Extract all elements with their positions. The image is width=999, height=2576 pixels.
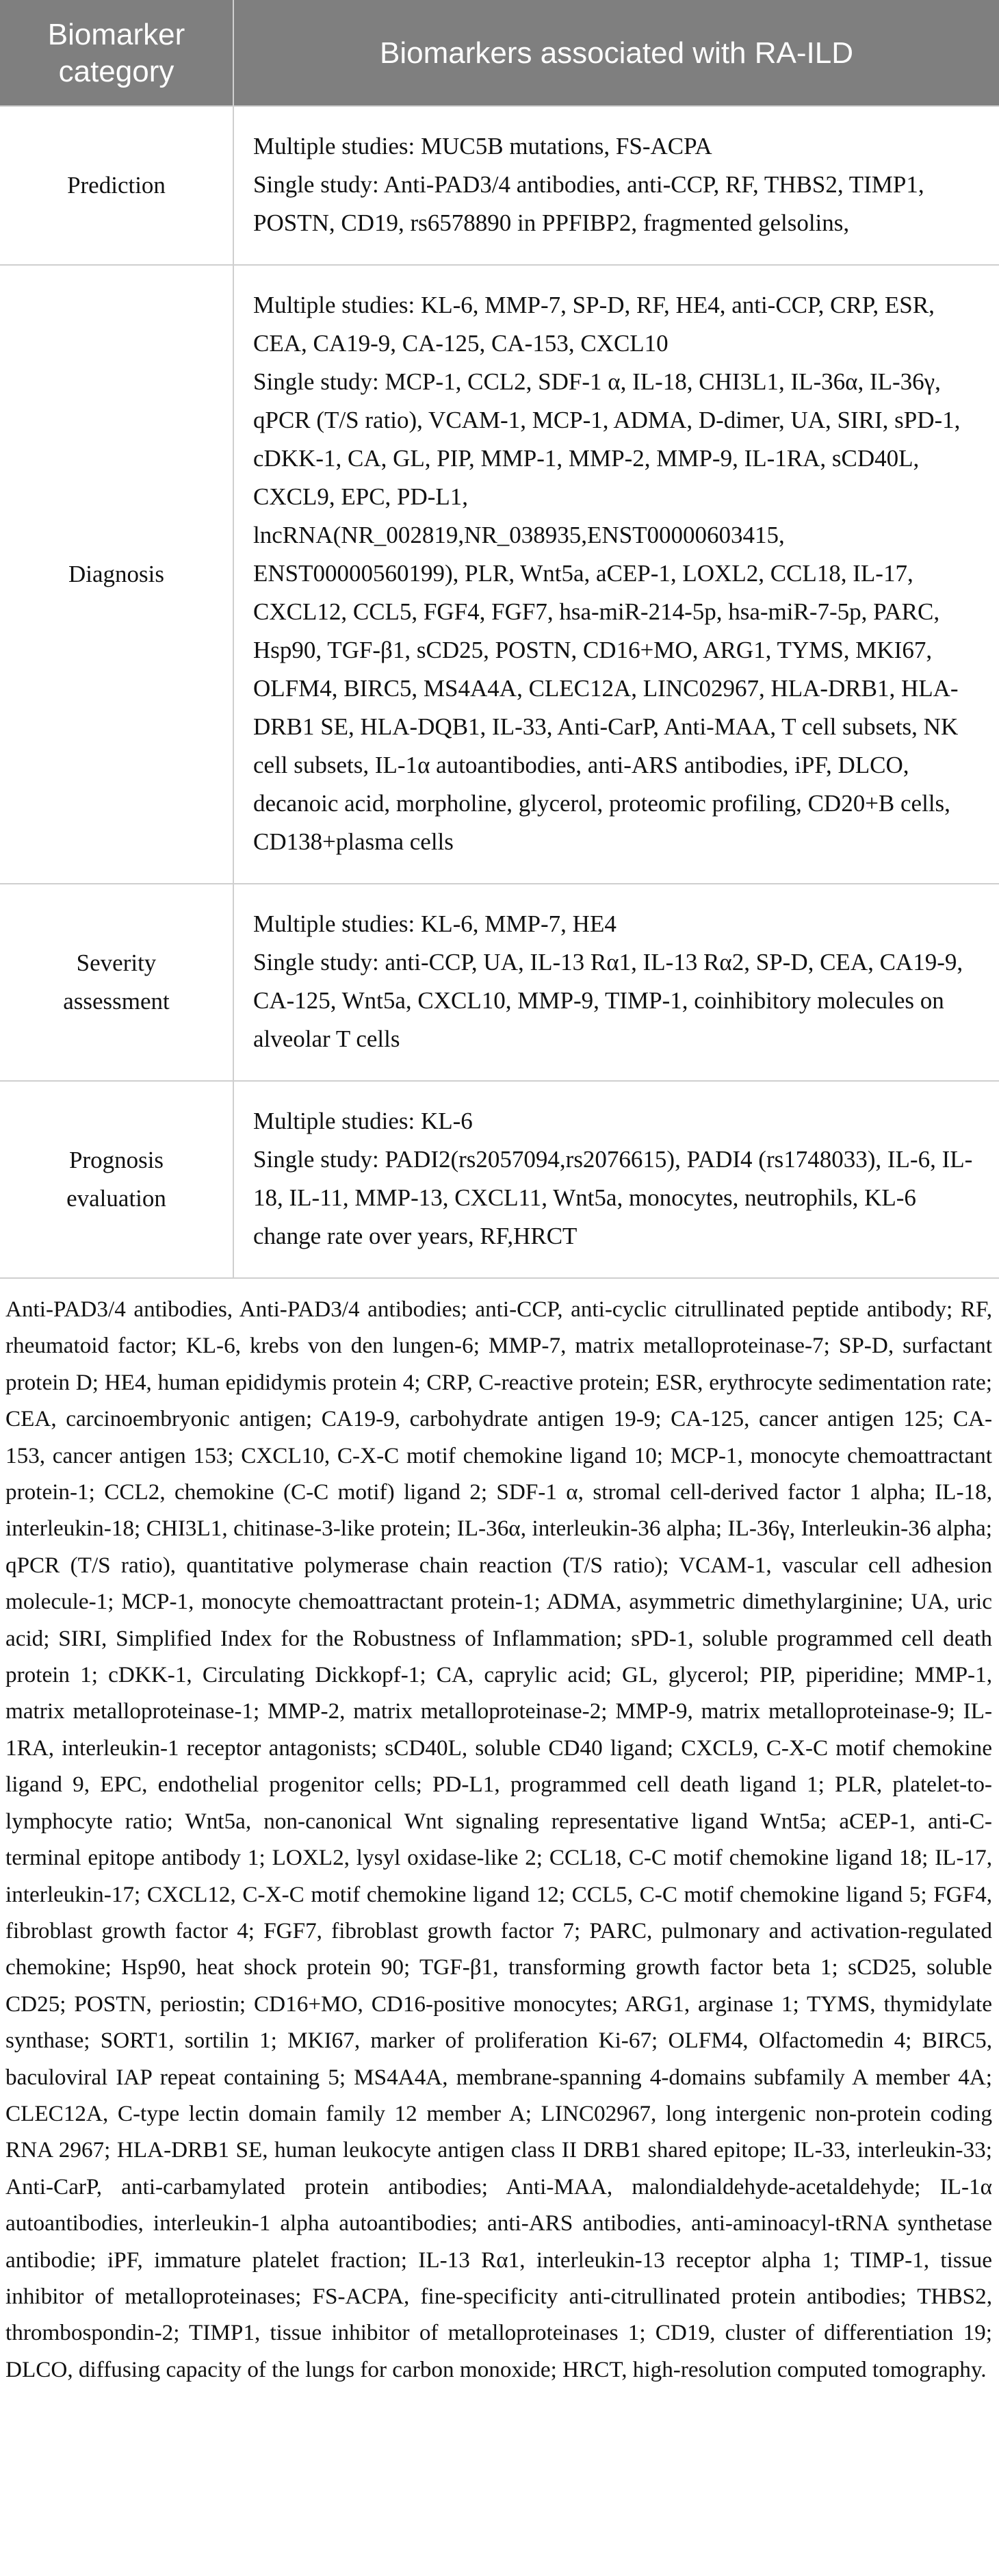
header-biomarkers-associated: Biomarkers associated with RA-ILD [233,0,999,106]
single-study-text: Single study: MCP-1, CCL2, SDF-1 α, IL-18, CHI3L1, IL-36α, IL-36γ, qPCR (T/S ratio), VCAM-1, MCP-1, ADMA, D-dimer, UA, SIRI, sPD-1, cDKK-1, CA, GL, PIP, MMP-1, MMP-2, MMP-9, IL-1RA, sCD40L, CXCL9, EPC, PD-L1, lncRNA(NR_002819,NR_038935,ENST00000603415, ENST00000560199), PLR, Wnt5a, aCEP-1, LOXL2, CCL18, IL-17, CXCL12, CCL5, FGF4, FGF7, hsa-miR-214-5p, hsa-miR-7-5p, PARC, Hsp90, TGF-β1, sCD25, POSTN, CD16+MO, ARG1, TYMS, MKI67, OLFM4, BIRC5, MS4A4A, CLEC12A, LINC02967, HLA-DRB1, HLA-DRB1 SE, HLA-DQB1, IL-33, Anti-CarP, Anti-MAA, T cell subsets, NK cell subsets, IL-1α autoantibodies, anti-ARS antibodies, iPF, DLCO, decanoic acid, morpholine, glycerol, proteomic profiling, CD20+B cells, CD138+plasma cells [253,368,961,855]
table-row-diagnosis [0,265,999,884]
multiple-studies-text: Multiple studies: MUC5B mutations, FS-ACPA [253,133,712,160]
category-label-line-1: Prognosis [68,1147,164,1173]
multiple-studies-text: Multiple studies: KL-6, MMP-7, HE4 [253,910,617,937]
single-study-text: Single study: anti-CCP, UA, IL-13 Rα1, IL-13 Rα2, SP-D, CEA, CA19-9, CA-125, Wnt5a, CXCL10, MMP-9, TIMP-1, coinhibitory molecules on alveolar T cells [253,949,963,1052]
category-label-line-2: assessment [63,988,170,1015]
biomarker-table [0,0,999,1279]
category-cell [0,106,233,265]
table-row-prediction [0,106,999,265]
category-label-line-1: Severity [76,949,157,976]
category-label-line-2: evaluation [66,1185,166,1212]
category-cell [0,884,233,1081]
category-label: Prediction [67,172,166,199]
category-label: Diagnosis [68,561,164,587]
header-cat-line-2: category [58,55,174,88]
biomarkers-cell [233,106,999,265]
single-study-text: Single study: PADI2(rs2057094,rs2076615), PADI4 (rs1748033), IL-6, IL-18, IL-11, MMP-13, CXCL11, Wnt5a, monocytes, neutrophils, KL-6 change rate over years, RF,HRCT [253,1146,973,1249]
multiple-studies-text: Multiple studies: KL-6, MMP-7, SP-D, RF, HE4, anti-CCP, CRP, ESR, CEA, CA19-9, CA-125, CA-153, CXCL10 [253,292,935,357]
header-biomarker-category [0,0,233,106]
multiple-studies-text: Multiple studies: KL-6 [253,1108,473,1134]
table-row-severity [0,884,999,1081]
table-header-row [0,0,999,106]
single-study-text: Single study: Anti-PAD3/4 antibodies, anti-CCP, RF, THBS2, TIMP1, POSTN, CD19, rs6578890 in PPFIBP2, fragmented gelsolins, [253,171,924,236]
biomarkers-cell [233,884,999,1081]
table-row-prognosis [0,1081,999,1278]
category-cell [0,1081,233,1278]
biomarkers-cell [233,265,999,884]
biomarkers-cell [233,1081,999,1278]
header-cat-line-1: Biomarker [47,18,185,51]
abbreviation-footnote: Anti-PAD3/4 antibodies, Anti-PAD3/4 antibodies; anti-CCP, anti-cyclic citrullinated peptide antibody; RF, rheumatoid factor; KL-6, krebs von den lungen-6; MMP-7, matrix metalloproteinase-7; SP-D, surfactant protein D; HE4, human epididymis protein 4; CRP, C-reactive protein; ESR, erythrocyte sedimentation rate; CEA, carcinoembryonic antigen; CA19-9, carbohydrate antigen 19-9; CA-125, cancer antigen 125; CA-153, cancer antigen 153; CXCL10, C-X-C motif chemokine ligand 10; MCP-1, monocyte chemoattractant protein-1; CCL2, chemokine (C-C motif) ligand 2; SDF-1 α, stromal cell-derived factor 1 alpha; IL-18, interleukin-18; CHI3L1, chitinase-3-like protein; IL-36α, interleukin-36 alpha; IL-36γ, Interleukin-36 alpha; qPCR (T/S ratio), quantitative polymerase chain reaction (T/S ratio); VCAM-1, vascular cell adhesion molecule-1; MCP-1, monocyte chemoattractant protein-1; ADMA, asymmetric dimethylarginine; UA, uric acid; SIRI, Simplified Index for the Robustness of Inflammation; sPD-1, soluble programmed cell death protein 1; cDKK-1, Circulating Dickkopf-1; CA, caprylic acid; GL, glycerol; PIP, piperidine; MMP-1, matrix metalloproteinase-1; MMP-2, matrix metalloproteinase-2; MMP-9, matrix metalloproteinase-9; IL-1RA, interleukin-1 receptor antagonists; sCD40L, soluble CD40 ligand; CXCL9, C-X-C motif chemokine ligand 9, EPC, endothelial progenitor cells; PD-L1, programmed cell death ligand 1; PLR, platelet-to-lymphocyte ratio; Wnt5a, non-canonical Wnt signaling representative ligand Wnt5a; aCEP-1, anti-C-terminal epitope antibody 1; LOXL2, lysyl oxidase-like 2; CCL18, C-C motif chemokine ligand 18; IL-17, interleukin-17; CXCL12, C-X-C motif chemokine ligand 12; CCL5, C-C motif chemokine ligand 5; FGF4, fibroblast growth factor 4; FGF7, fibroblast growth factor 7; PARC, pulmonary and activation-regulated chemokine; Hsp90, heat shock protein 90; TGF-β1, transforming growth factor beta 1; sCD25, soluble CD25; POSTN, periostin; CD16+MO, CD16-positive monocytes; ARG1, arginase 1; TYMS, thymidylate synthase; SORT1, sortilin 1; MKI67, marker of proliferation Ki-67; OLFM4, Olfactomedin 4; BIRC5, baculoviral IAP repeat containing 5; MS4A4A, membrane-spanning 4-domains subfamily A member 4A; CLEC12A, C-type lectin domain family 12 member A; LINC02967, long intergenic non-protein coding RNA 2967; HLA-DRB1 SE, human leukocyte antigen class II DRB1 shared epitope; IL-33, interleukin-33; Anti-CarP, anti-carbamylated protein antibodies; Anti-MAA, malondialdehyde-acetaldehyde; IL-1α autoantibodies, interleukin-1 alpha autoantibodies; anti-ARS antibodies, anti-aminoacyl-tRNA synthetase antibodie; iPF, immature platelet fraction; IL-13 Rα1, interleukin-13 receptor alpha 1; TIMP-1, tissue inhibitor of metalloproteinases; FS-ACPA, fine-specificity anti-citrullinated protein antibodies; THBS2, thrombospondin-2; TIMP1, tissue inhibitor of metalloproteinases 1; CD19, cluster of differentiation 19; DLCO, diffusing capacity of the lungs for carbon monoxide; HRCT, high-resolution computed tomography. [5,1297,992,2382]
category-cell [0,265,233,884]
